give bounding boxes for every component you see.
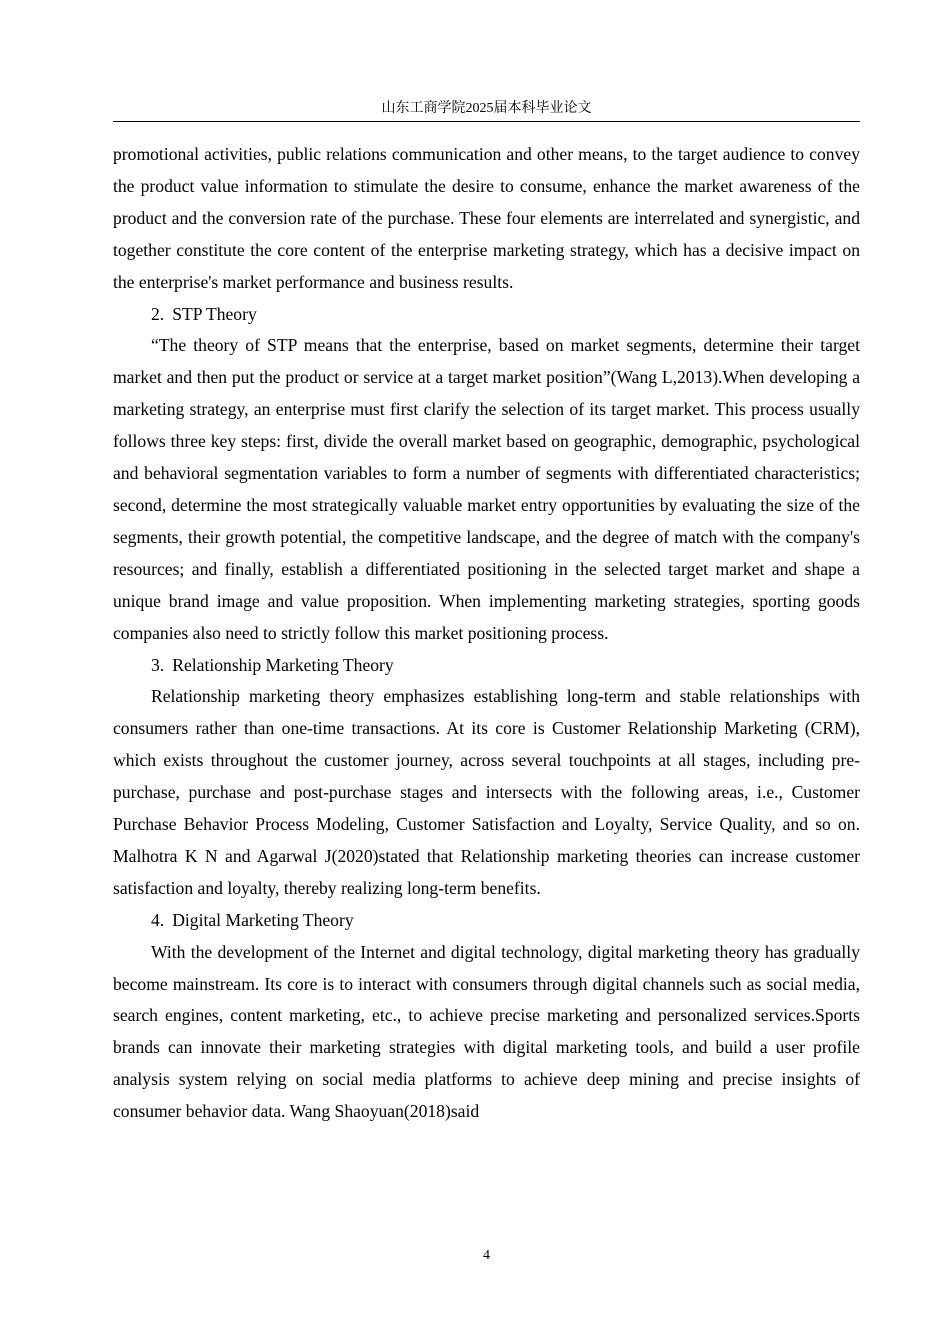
page-body <box>113 139 860 1128</box>
section-paragraph-relationship: Relationship marketing theory emphasizes establishing long-term and stable relationships with consumers rather than one-time transactions. At its core is Customer Relationship Marketing (CRM), which exists throughout the customer journey, across several touchpoints at all stages, including pre-purchase, purchase and post-purchase stages and intersects with the following areas, i.e., Customer Purchase Behavior Process Modeling, Customer Satisfaction and Loyalty, Service Quality, and so on. Malhotra K N and Agarwal J(2020)stated that Relationship marketing theories can increase customer satisfaction and loyalty, thereby realizing long-term benefits. <box>113 686 860 898</box>
section-heading-relationship <box>113 650 860 682</box>
section-heading-digital <box>113 905 860 937</box>
header-divider <box>113 121 860 122</box>
section-number: 3. <box>151 654 165 675</box>
section-title: Relationship Marketing Theory <box>172 654 394 675</box>
page-number: 4 <box>483 1248 490 1263</box>
section-number: 4. <box>151 909 165 930</box>
section-title: Digital Marketing Theory <box>172 909 354 930</box>
section-paragraph-stp: “The theory of STP means that the enterprise, based on market segments, determine their target market and then put the product or service at a target market position”(Wang L,2013).When developing a marketing strategy, an enterprise must first clarify the selection of its target market. This process usually follows three key steps: first, divide the overall market based on geographic, demographic, psychological and behavioral segmentation variables to form a number of segments with differentiated characteristics; second, determine the most strategically valuable market entry opportunities by evaluating the size of the segments, their growth potential, the competitive landscape, and the degree of match with the company's resources; and finally, establish a differentiated positioning in the selected target market and shape a unique brand image and value proposition. When implementing marketing strategies, sporting goods companies also need to strictly follow this market positioning process. <box>113 335 860 643</box>
section-heading-stp <box>113 299 860 331</box>
section-paragraph-digital: With the development of the Internet and digital technology, digital marketing theory has gradually become mainstream. Its core is to interact with consumers through digital channels such as social media, search engines, content marketing, etc., to achieve precise marketing and personalized services.Sports brands can innovate their marketing strategies with digital marketing tools, and build a user profile analysis system relying on social media platforms to achieve deep mining and precise insights of consumer behavior data. Wang Shaoyuan(2018)said <box>113 941 860 1122</box>
section-number: 2. <box>151 303 165 324</box>
running-header: 山东工商学院2025届本科毕业论文 <box>381 101 592 116</box>
intro-paragraph: promotional activities, public relations communication and other means, to the target audience to convey the product value information to stimulate the desire to consume, enhance the market awareness of the product and the conversion rate of the purchase. These four elements are interrelated and synergistic, and together constitute the core content of the enterprise marketing strategy, which has a decisive impact on the enterprise's market performance and business results. <box>113 144 860 292</box>
section-title: STP Theory <box>172 303 257 324</box>
